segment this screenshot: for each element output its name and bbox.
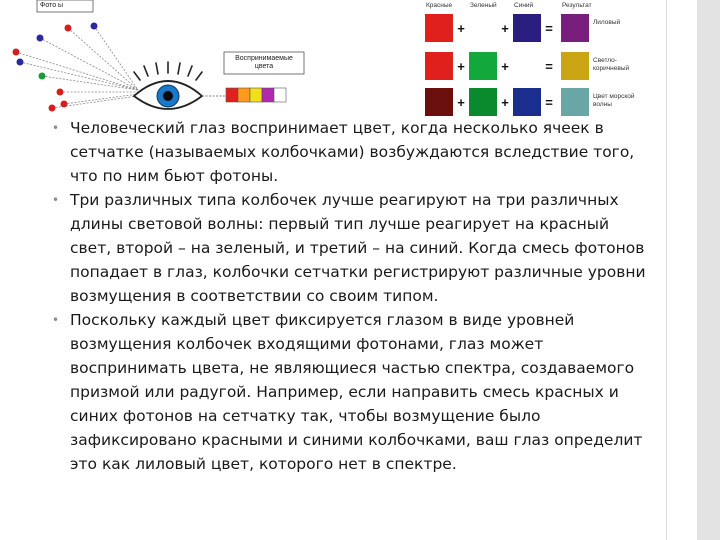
equals-icon: = <box>545 95 553 110</box>
plus-icon: + <box>457 95 465 110</box>
photon-ray <box>40 38 138 90</box>
mix-color-swatch <box>469 14 497 42</box>
photon-ray <box>94 26 138 90</box>
mix-result-label: Цвет морской волны <box>593 93 635 108</box>
mix-header: Зеленый <box>470 2 497 9</box>
photon-dot <box>49 105 56 112</box>
equals-icon: = <box>545 59 553 74</box>
perceived-color-strip <box>226 88 286 102</box>
slide-right-bar <box>697 0 720 540</box>
color-mixing-table <box>419 0 651 120</box>
plus-icon: + <box>501 95 509 110</box>
photon-ray <box>68 28 138 90</box>
photon-dot <box>61 101 68 108</box>
mix-header: Красные <box>426 2 453 9</box>
mix-result-swatch <box>561 88 589 116</box>
mix-result-swatch <box>561 52 589 80</box>
mix-result-swatch <box>561 14 589 42</box>
mix-color-swatch <box>469 52 497 80</box>
mix-color-swatch <box>513 14 541 42</box>
eye-photon-diagram <box>0 0 350 122</box>
bullet-item: • Поскольку каждый цвет фиксируется глазом в виде уровней возмущения колбочек входящими фотонами, глаз может воспринимать цвета, не являющиеся частью спектра, создаваемого призмой или радугой. Например, если направить смесь красных и синих фотонов на сетчатку так, чтобы возмущение было зафиксировано красными и синими колбочками, ваш глаз определит это как лиловый цвет, которого нет в спектре. <box>48 308 648 476</box>
bullet-item: • Три различных типа колбочек лучше реагируют на три различных длины световой волны: первый тип лучше реагирует на красный свет, второй – на зеленый, и третий – на синий. Когда смесь фотонов попадает в глаз, колбочки сетчатки регистрируют различные уровни возмущения в соответствии со своим типом. <box>48 188 648 308</box>
color-mixing-svg <box>419 0 651 120</box>
mix-header: Результат <box>562 2 592 9</box>
slide-divider <box>666 0 667 540</box>
bullet-list <box>48 116 648 476</box>
photon-dot <box>57 89 64 96</box>
photon-ray <box>42 76 138 90</box>
photon-dot <box>91 23 98 30</box>
photon-dot <box>37 35 44 42</box>
photon-ray <box>20 62 138 90</box>
mix-color-swatch <box>513 52 541 80</box>
equals-icon: = <box>545 21 553 36</box>
mix-color-swatch <box>425 14 453 42</box>
plus-icon: + <box>457 59 465 74</box>
eyelashes <box>134 62 202 80</box>
mix-result-label: Светло-коричневый <box>593 57 630 72</box>
mix-color-swatch <box>513 88 541 116</box>
eye-pupil <box>163 91 173 101</box>
mix-color-swatch <box>425 88 453 116</box>
photon-dot <box>39 73 46 80</box>
plus-icon: + <box>501 21 509 36</box>
mix-result-label: Лиловый <box>593 19 621 26</box>
photon-ray <box>64 94 138 104</box>
mix-color-swatch <box>425 52 453 80</box>
mix-color-swatch <box>469 88 497 116</box>
photon-dot <box>13 49 20 56</box>
bullet-item: • Человеческий глаз воспринимает цвет, когда несколько ячеек в сетчатке (называемых колбочками) возбуждаются вследствие того, что по ним бьют фотоны. <box>48 116 648 188</box>
plus-icon: + <box>501 59 509 74</box>
perceived-label: Воспринимаемые цвета <box>235 55 293 70</box>
photon-dot <box>65 25 72 32</box>
plus-icon: + <box>457 21 465 36</box>
mix-header: Синий <box>514 2 534 9</box>
photon-ray <box>16 52 138 90</box>
photon-dot <box>17 59 24 66</box>
photons-label: Фото ы <box>40 2 64 9</box>
